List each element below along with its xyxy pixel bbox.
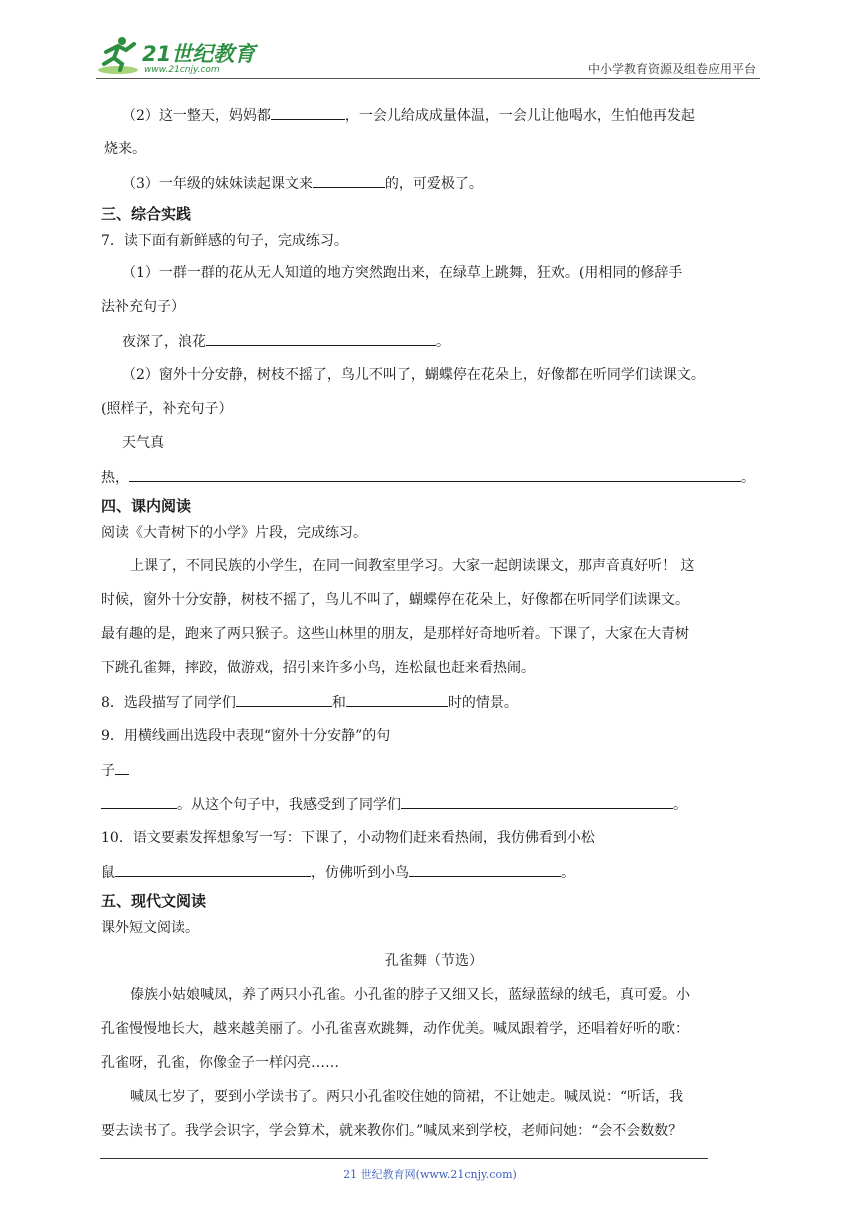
section-heading-4: 四、课内阅读: [101, 497, 192, 515]
q9-stem: 9．用横线画出选段中表现“窗外十分安静”的句: [101, 728, 391, 744]
passage-line-2: 时候，窗外十分安静，树枝不摇了，鸟儿不叫了，蝴蝶停在花朵上，好像都在听同学们读课文。: [101, 592, 689, 608]
passage-line-1: 上课了，不同民族的小学生，在同一间教室里学习。大家一起朗读课文，那声音真好听！ 这: [130, 558, 695, 574]
answer-blank[interactable]: [115, 863, 311, 877]
answer-blank[interactable]: [101, 795, 177, 809]
q9-answer: 。从这个句子中，我感受到了同学们 。: [101, 795, 687, 814]
q10-stem: 10．语文要素发挥想象写一写：下课了，小动物们赶来看热闹，我仿佛看到小松: [101, 830, 595, 846]
q7-stem: 7．读下面有新鲜感的句子，完成练习。: [101, 233, 348, 249]
q7-2-answer: 热， 。: [101, 470, 755, 486]
answer-blank[interactable]: [271, 106, 345, 120]
header-divider: [96, 78, 760, 79]
q6-2-cont: 烧来。: [104, 141, 146, 157]
site-logo: [96, 34, 256, 78]
article-line-5: 要去读书了。我学会识字，学会算术，就来教你们。”喊凤来到学校，老师问她：“会不会数数？: [101, 1123, 683, 1139]
answer-blank[interactable]: [313, 174, 385, 188]
article-title: 孔雀舞（节选）: [385, 953, 483, 969]
q6-2-line: （2）这一整天，妈妈都 ，一会儿给成成量体温，一会儿让他喝水，生怕他再发起: [122, 108, 695, 124]
q7-2-c: 天气真: [122, 435, 164, 451]
answer-blank[interactable]: [206, 332, 436, 346]
logo-text: 21世纪教育: [142, 42, 256, 66]
passage-line-3: 最有趣的是，跑来了两只猴子。这些山林里的朋友，是那样好奇地听着。下课了，大家在大青树: [101, 626, 689, 642]
q7-2-b: (照样子，补充句子）: [101, 401, 233, 417]
article-line-1: 傣族小姑娘喊凤，养了两只小孔雀。小孔雀的脖子又细又长，蓝绿蓝绿的绒毛，真可爱。小: [130, 987, 690, 1003]
q7-2-a: （2）窗外十分安静，树枝不摇了，鸟儿不叫了，蝴蝶停在花朵上，好像都在听同学们读课文。: [122, 367, 705, 383]
article-line-3: 孔雀呀，孔雀，你像金子一样闪亮……: [101, 1055, 339, 1071]
q8: 8．选段描写了同学们 和 时的情景。: [101, 695, 518, 711]
answer-blank[interactable]: [346, 693, 448, 707]
answer-blank[interactable]: [401, 795, 673, 809]
logo-url: www.21cnjy.com: [144, 65, 220, 75]
article-line-2: 孔雀慢慢地长大，越来越美丽了。小孔雀喜欢跳舞，动作优美。喊凤跟着学，还唱着好听的歌：: [101, 1021, 689, 1037]
answer-blank[interactable]: [236, 693, 332, 707]
runner-logo-icon: [96, 34, 142, 76]
answer-blank[interactable]: [129, 468, 741, 482]
passage-line-4: 下跳孔雀舞，摔跤，做游戏，招引来许多小鸟，连松鼠也赶来看热闹。: [101, 660, 535, 676]
footer-divider: [100, 1158, 708, 1159]
reading-intro: 阅读《大青树下的小学》片段，完成练习。: [101, 525, 367, 541]
q10-answer: 鼠 ，仿佛听到小鸟 。: [101, 865, 575, 881]
answer-blank[interactable]: [115, 761, 129, 775]
q7-1-b: 法补充句子）: [101, 299, 185, 315]
q7-1-a: （1）一群一群的花从无人知道的地方突然跑出来，在绿草上跳舞，狂欢。(用相同的修辞手: [122, 265, 683, 281]
q6-3-line: （3）一年级的妹妹读起课文来 的，可爱极了。: [122, 176, 483, 192]
q7-1-answer: 夜深了，浪花 。: [122, 334, 450, 350]
article-line-4: 喊凤七岁了，要到小学读书了。两只小孔雀咬住她的筒裙，不让她走。喊凤说：“听话，我: [130, 1089, 684, 1105]
section-heading-5: 五、现代文阅读: [101, 892, 207, 910]
section-heading-3: 三、综合实践: [101, 205, 192, 223]
platform-label: 中小学教育资源及组卷应用平台: [587, 62, 756, 76]
ext-intro: 课外短文阅读。: [101, 920, 199, 936]
answer-blank[interactable]: [409, 863, 561, 877]
footer-text: 21 世纪教育网(www.21cnjy.com): [343, 1168, 517, 1181]
page-header: [96, 34, 760, 80]
q9-cont: 子: [101, 761, 129, 780]
